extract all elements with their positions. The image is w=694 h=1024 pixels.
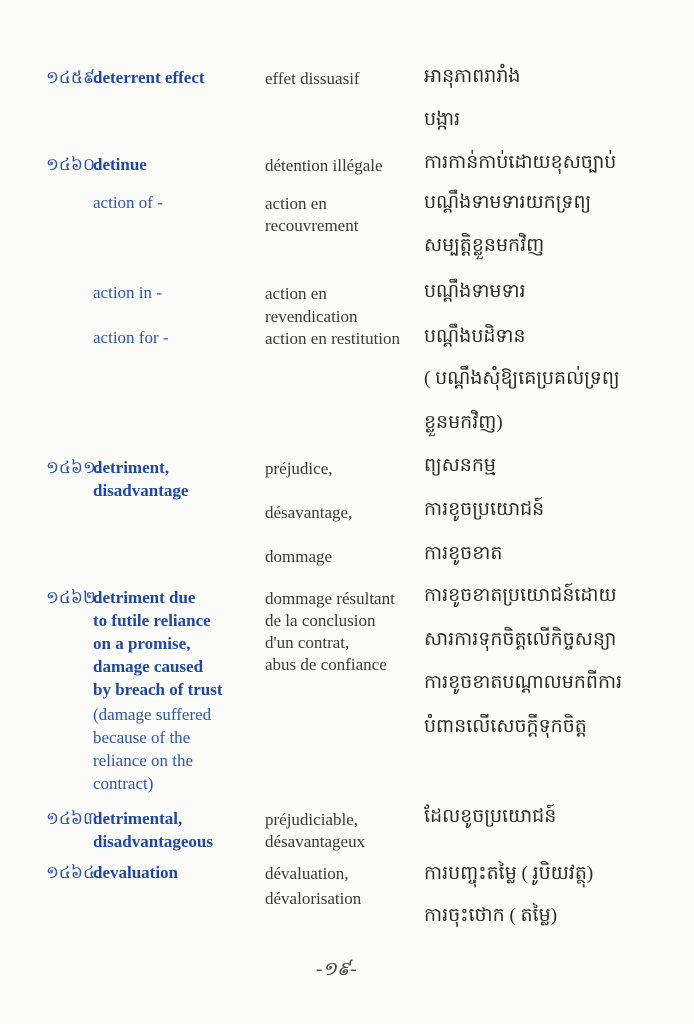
entry-khmer: ការខូចខាតបណ្តាលមកពីការ [424,672,623,693]
entry-khmer: បំពានលើសេចក្តីទុកចិត្ត [424,716,587,737]
entry-french: abus de confiance [265,655,387,674]
entry-khmer: ព្យសនកម្ម [424,455,496,476]
subentry-khmer: សម្បត្តិខ្លួនមកវិញ [424,235,545,256]
entry-note: reliance on the [93,751,194,770]
entry-number: ១៤៦៣. [46,809,102,828]
entry-french: désavantage, [265,503,353,522]
entry-khmer: ការខូចខាត [424,543,503,564]
entry-french: dommage [265,547,333,566]
entry-term: detinue [93,155,147,174]
entry-term: by breach of trust [93,680,223,699]
entry-khmer: អានុភាពរារាំង [424,66,521,87]
entry-term: detrimental, [93,809,183,828]
subentry-french: revendication [265,307,358,326]
entry-term: on a promise, [93,634,191,653]
entry-french: préjudiciable, [265,810,358,829]
entry-french: dévaluation, [265,864,349,883]
entry-french: désavantageux [265,832,366,851]
entry-french: effet dissuasif [265,69,360,88]
subentry-khmer: បណ្តឹងបដិទាន [424,326,526,347]
entry-french: d'un contrat, [265,633,350,652]
entry-khmer: ការខូចខាតប្រយោជន៍ដោយ [424,585,617,606]
entry-term: detriment due [93,588,196,607]
entry-note: (damage suffered [93,705,212,724]
entry-term: disadvantageous [93,832,213,851]
page-number: -១៩- [316,959,357,980]
entry-french: détention illégale [265,156,383,175]
entry-number: ១៤៦០. [46,155,100,174]
entry-number: ១៤៦២. [46,588,101,607]
entry-french: de la conclusion [265,611,376,630]
subentry-french: action en [265,284,327,303]
subentry-khmer: ខ្លួនមកវិញ) [424,412,503,433]
subentry-term: action of - [93,193,163,212]
subentry-french: action en [265,194,327,213]
subentry-khmer: ( បណ្តឹងសុំឱ្យគេប្រគល់ទ្រព្យ [424,368,620,389]
entry-term: to futile reliance [93,611,211,630]
entry-khmer: ការកាន់កាប់ដោយខុសច្បាប់ [424,152,617,173]
entry-number: ១៤៥៩. [46,68,100,87]
entry-khmer: បង្ការ [424,109,461,130]
entry-term: disadvantage [93,481,189,500]
entry-number: ១៤៦៤. [46,863,100,882]
subentry-khmer: បណ្តឹងទាមទារ [424,281,526,302]
entry-french: dévalorisation [265,889,362,908]
entry-term: deterrent effect [93,68,205,87]
entry-number: ១៤៦១. [46,458,101,477]
entry-khmer: សារការទុកចិត្តលើកិច្ចសន្យា [424,629,617,650]
entry-term: damage caused [93,657,204,676]
subentry-french: action en restitution [265,329,401,348]
subentry-khmer: បណ្តឹងទាមទារយកទ្រព្យ [424,192,592,213]
subentry-french: recouvrement [265,216,359,235]
subentry-term: action in - [93,283,162,302]
entry-french: dommage résultant [265,589,395,608]
entry-term: devaluation [93,863,179,882]
subentry-term: action for - [93,328,169,347]
entry-french: préjudice, [265,459,333,478]
entry-term: detriment, [93,458,170,477]
entry-khmer: ការបញ្ចុះតម្លៃ ( រូបិយវត្ថុ) [424,863,594,884]
entry-khmer: ដែលខូចប្រយោជន៍ [424,806,557,827]
entry-khmer: ការចុះថោក ( តម្លៃ) [424,905,558,926]
entry-note: because of the [93,728,191,747]
entry-khmer: ការខូចប្រយោជន៍ [424,499,545,520]
entry-note: contract) [93,774,154,793]
